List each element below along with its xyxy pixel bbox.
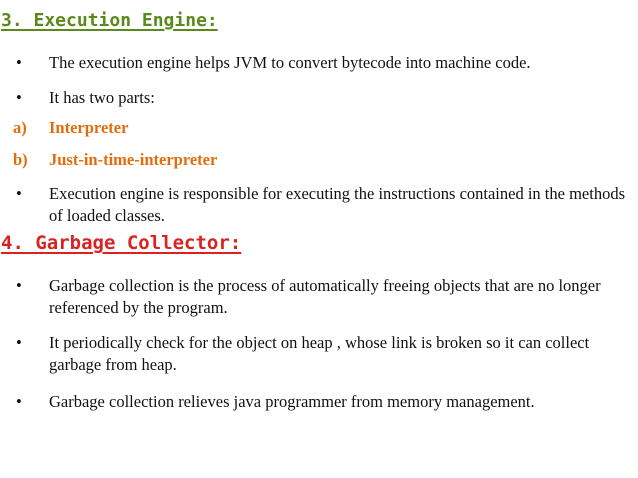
letter-marker: a) [13,118,27,137]
list-item-text: Execution engine is responsible for executing the instructions contained in the methods of loaded classes. [49,184,625,225]
letter-marker: b) [13,150,28,169]
bullet-marker: • [16,392,22,411]
heading-garbage-collector: 4. Garbage Collector: [1,232,242,254]
list-item-text: Just-in-time-interpreter [49,150,218,169]
list-item-text: Garbage collection relieves java programmer from memory management. [49,392,535,411]
bullet-marker: • [16,88,22,107]
bullet-marker: • [16,184,22,203]
list-item-text: It periodically check for the object on heap , whose link is broken so it can collect garbage from heap. [49,333,590,374]
bullet-marker: • [16,276,22,295]
list-item-text: The execution engine helps JVM to convert bytecode into machine code. [49,53,531,72]
list-item-text: Interpreter [49,118,129,137]
list-item-text: Garbage collection is the process of automatically freeing objects that are no longer referenced by the program. [49,276,601,317]
list-item-text: It has two parts: [49,88,155,107]
heading-execution-engine: 3. Execution Engine: [1,10,218,31]
bullet-marker: • [16,53,22,72]
bullet-marker: • [16,333,22,352]
